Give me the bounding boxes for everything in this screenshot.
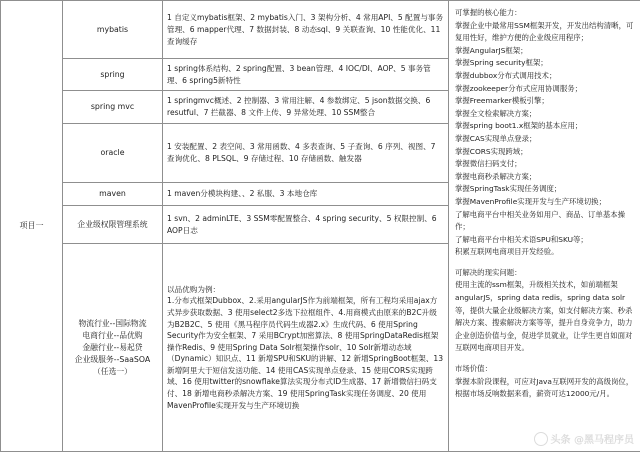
core-item: 掌握Spring security框架； <box>455 57 635 70</box>
tech-content: 1 安装配置、2 表空间、3 常用函数、4 多表查询、5 子查询、6 序列、视图、7 查询优化、8 PLSQL、9 存储过程、10 存储函数、触发器 <box>163 124 449 183</box>
tech-name: maven <box>63 183 163 206</box>
watermark-logo-icon <box>534 432 548 446</box>
watermark <box>534 431 634 446</box>
phase-label: 项目一 <box>1 1 63 452</box>
market-title: 市场价值： <box>455 363 635 376</box>
watermark-text: 头条 @黑马程序员 <box>551 431 634 446</box>
market-text: 掌握本阶段课程，可应对Java互联网开发的高级岗位，根据市场反响数据来看，薪资可达12000元/月。 <box>455 376 635 401</box>
core-item: 掌握全文检索解决方案； <box>455 108 635 121</box>
core-item: 积累互联网电商项目开发经验。 <box>455 246 635 259</box>
tech-name: mybatis <box>63 1 163 59</box>
core-item: 掌握电商秒杀解决方案； <box>455 171 635 184</box>
solve-text: 使用主流的ssm框架，升级相关技术，如前端框架angularJS，spring data redis，spring data solr等，提供大量企业级解决方案，如支付解决方案、秒杀解决方案、搜索解决方案等等，提升自身竞争力，助力企业创造价值与金，促进学员就业，让学生更自如面对互联网电商项目开发。 <box>455 279 635 355</box>
tech-name: 物流行业--国际物流 电商行业--品优购 金融行业--易起贷 企业级服务--SaaSOA （任选一） <box>63 244 163 452</box>
core-item: 掌握zookeeper分布式应用协调服务； <box>455 83 635 96</box>
tech-content: 1 springmvc概述、2 控制器、3 常用注解、4 参数绑定、5 json数据交换、6 resutful、7 拦截器、8 文件上传、9 异常处理、10 SSM整合 <box>163 91 449 124</box>
core-item: 掌握微信扫码支付； <box>455 158 635 171</box>
core-item: 掌握CAS实现单点登录； <box>455 133 635 146</box>
core-item: 了解电商平台中相关术语SPU和SKU等； <box>455 234 635 247</box>
tech-content: 1 spring体系结构、2 spring配置、3 bean管理、4 IOC/DI、AOP、5 事务管理、6 spring5新特性 <box>163 59 449 91</box>
core-item: 掌握Freemarker模板引擎； <box>455 95 635 108</box>
core-item: 了解电商平台中相关业务如用户、商品、订单基本操作； <box>455 209 635 234</box>
core-item: 掌握企业中最常用SSM框架开发，开发出结构清晰，可复用性好，维护方便的企业级应用程序； <box>455 20 635 45</box>
core-item: 掌握dubbox分布式调用技术； <box>455 70 635 83</box>
tech-content: 以品优购为例： 1.分布式框架Dubbox、2.采用angularJS作为前端框架，所有工程均采用ajax方式异步获取数据、3 使用select2多选下拉框组件、4.用商模式由原来的B2C升级为B2B2C、5 使用《黑马程序员代码生成器2.x》生成代码、6 使用Spring Security作为安全框架、7 采用BCrypt加密算法、8 使用SpringDataRedis框架操作Redis、9 使用Spring Data Solr框架操作solr、10 Solr新增动态域（Dynamic）知识点、11 新增SPU和SKU的讲解、12 新增SpringBoot框架、13 新增阿里大于短信发送功能、14 使用CAS实现单点登录、15 使用CORS实现跨域、16 使用twitter的snowflake算法实现分布式ID生成器、17 新增微信扫码支付、18 新增电商秒杀解决方案、19 使用SpringTask实现任务调度、20 使用MavenProfile实现开发与生产环境切换 <box>163 244 449 452</box>
tech-name: spring <box>63 59 163 91</box>
table-row <box>1 1 640 59</box>
solve-title: 可解决的现实问题： <box>455 267 635 280</box>
tech-name: 企业级权限管理系统 <box>63 206 163 244</box>
outcomes-cell <box>449 1 640 452</box>
core-items <box>455 20 635 259</box>
core-item: 掌握AngularJS框架； <box>455 45 635 58</box>
core-item: 掌握CORS实现跨域； <box>455 146 635 159</box>
tech-content: 1 自定义mybatis框架、2 mybatis入门、3 架构分析、4 常用API、5 配置与事务管理、6 mapper代理、7 数据封装、8 动态sql、9 关联查询、10 性能优化、11 查询缓存 <box>163 1 449 59</box>
core-item: 掌握MavenProfile实现开发与生产环境切换； <box>455 196 635 209</box>
core-title: 可掌握的核心能力： <box>455 7 635 20</box>
tech-content: 1 maven分模块构建、、2 私服、3 本地仓库 <box>163 183 449 206</box>
tech-name: spring mvc <box>63 91 163 124</box>
core-item: 掌握spring boot1.x框架的基本应用； <box>455 120 635 133</box>
core-item: 掌握SpringTask实现任务调度； <box>455 183 635 196</box>
tech-content: 1 svn、2 adminLTE、3 SSM零配置整合、4 spring security、5 权限控制、6 AOP日志 <box>163 206 449 244</box>
tech-name: oracle <box>63 124 163 183</box>
